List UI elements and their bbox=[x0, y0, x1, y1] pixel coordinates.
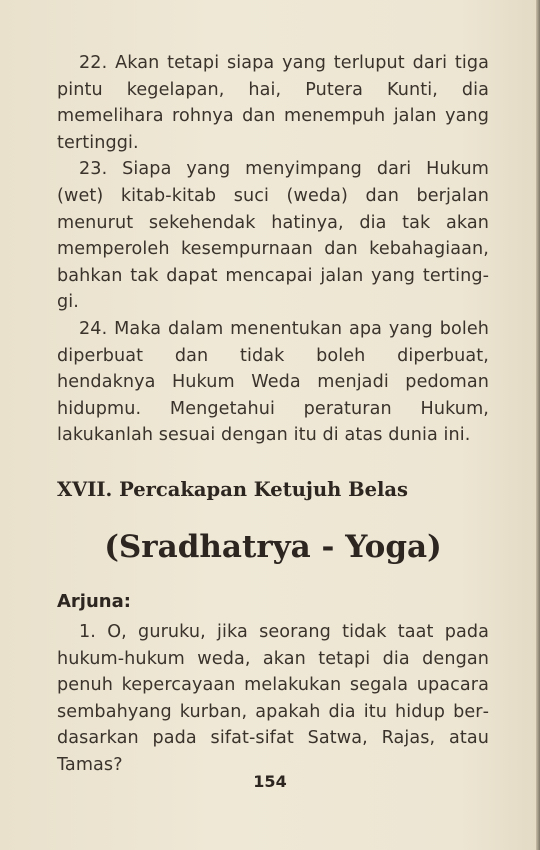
page-edge-shadow bbox=[536, 0, 540, 850]
page-number: 154 bbox=[253, 772, 287, 791]
speaker-label: Arjuna: bbox=[57, 590, 131, 612]
chapter-heading: XVII. Percakapan Ketujuh Belas bbox=[57, 477, 409, 501]
verse-22-paragraph: 22. Akan tetapi siapa yang terluput dari tiga pintu kegelapan, hai, Putera Kunti, dia memelihara rohnya dan menempuh jalan yang tertinggi. bbox=[57, 53, 489, 153]
verse-24-paragraph: 24. Maka dalam menentukan apa yang boleh diperbuat dan tidak boleh diperbuat, hendaknya Hukum Weda menjadi pedoman hidupmu. Mengetahui peraturan Hukum, lakukanlah sesuai dengan itu di atas dunia ini. bbox=[57, 318, 489, 446]
verse-1-paragraph: 1. O, guruku, jika seorang tidak taat pada hukum-hukum weda, akan tetapi dia dengan penuh kepercayaan melakukan segala upacara sembahyang kurban, apakah dia itu hidup berdasarkan pada sifat-sifat Satwa, Rajas, atau Tamas? bbox=[57, 621, 489, 775]
chapter-subtitle: (Sradhatrya - Yoga) bbox=[104, 528, 442, 565]
verse-23-paragraph: 23. Siapa yang menyimpang dari Hukum (wet) kitab-kitab suci (weda) dan berjalan menurut sekehendak hatinya, dia tak akan memperoleh kesempurnaan dan kebahagiaan, bahkan tak dapat mencapai jalan yang tertinggi. bbox=[57, 159, 489, 313]
page-content bbox=[57, 50, 489, 778]
